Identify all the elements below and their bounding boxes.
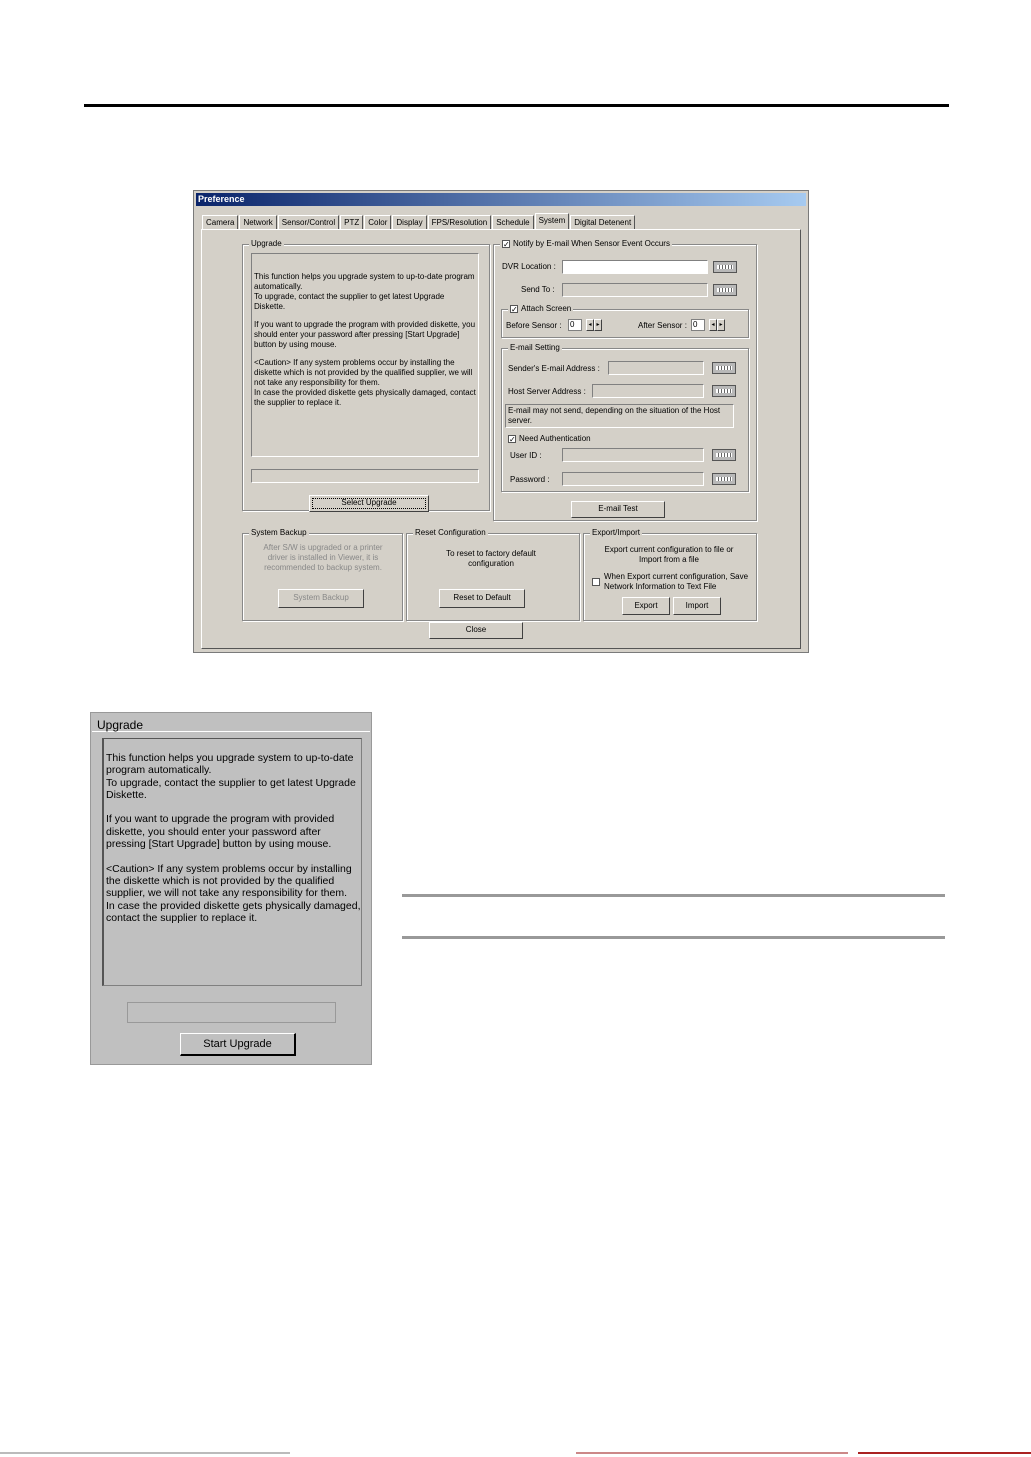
upgrade-text-5: In case the provided diskette gets physically damaged, contact the supplier to replace it. [254,388,476,407]
notify-label: Notify by E-mail When Sensor Event Occurs [513,239,670,248]
upgrade-panel-label: Upgrade [97,718,144,732]
tab-fps-resolution[interactable]: FPS/Resolution [428,215,492,229]
email-setting-group [501,343,749,492]
sender-address-input[interactable] [608,361,704,375]
host-server-label: Host Server Address : [508,387,586,396]
email-notify-group [493,239,757,521]
attach-header [508,304,573,314]
close-button[interactable]: Close [429,622,523,639]
upgrade-description [251,253,479,457]
upgrade-panel-description [102,738,362,986]
upgrade-text-2: To upgrade, contact the supplier to get latest Upgrade Diskette. [254,292,445,311]
password-keyboard-icon[interactable] [712,473,736,485]
tab-sensor-control[interactable]: Sensor/Control [278,215,339,229]
tab-digital-detenent[interactable]: Digital Detenent [570,215,635,229]
send-to-input[interactable] [562,283,708,297]
user-id-keyboard-icon[interactable] [712,449,736,461]
upgrade-text-4: <Caution> If any system problems occur by installing the diskette which is not provided by the qualified supplier, we will not take any responsibility for them. [254,358,473,387]
notify-header [500,239,672,249]
before-sensor-label: Before Sensor : [506,321,562,330]
send-to-label: Send To : [521,285,555,294]
reset-to-default-button[interactable]: Reset to Default [439,589,525,608]
window-title: Preference [196,193,806,206]
reset-text: To reset to factory default configuration [446,549,536,568]
tab-network[interactable]: Network [239,215,276,229]
password-label: Password : [510,475,550,484]
dvr-location-input[interactable] [562,260,708,274]
host-server-input[interactable] [592,384,704,398]
select-upgrade-button[interactable]: Select Upgrade [309,495,429,512]
sender-keyboard-icon[interactable] [712,362,736,374]
before-sensor-value[interactable]: 0 [568,319,582,331]
upgrade-progress-bar [251,469,479,483]
upgrade-group-label: Upgrade [251,239,282,248]
password-input[interactable] [562,472,704,486]
save-network-label: When Export current configuration, Save Network Information to Text File [604,572,749,591]
table-rule-bottom [402,936,945,939]
tab-system[interactable]: System [535,213,570,229]
footer-rule-right [858,1452,1031,1454]
table-rule-top [402,894,945,897]
upgrade-panel-zoom [90,712,372,1065]
export-text: Export current configuration to file or Import from a file [604,545,734,564]
user-id-label: User ID : [510,451,542,460]
upgrade-text-3: If you want to upgrade the program with provided diskette, you should enter your password after pressing [Start Upgrade] button by using mouse. [254,320,476,349]
tab-schedule[interactable]: Schedule [492,215,533,229]
upgrade-group [242,239,490,511]
preference-dialog [193,190,809,653]
after-sensor-label: After Sensor : [638,321,687,330]
email-note: E-mail may not send, depending on the situation of the Host server. [505,404,734,428]
upgrade-paragraph-2: If you want to upgrade the program with provided diskette, you should enter your password after pressing [Start Upgrade] button by using mouse. [106,813,335,851]
dvr-location-label: DVR Location : [502,262,556,271]
page-header-rule [84,104,949,107]
upgrade-panel-progress-bar [127,1002,336,1023]
email-setting-label: E-mail Setting [510,343,560,352]
tab-bar [202,215,636,230]
reset-configuration-label: Reset Configuration [415,528,486,537]
tab-display[interactable]: Display [392,215,426,229]
after-sensor-value[interactable]: 0 [691,319,705,331]
sender-address-label: Sender's E-mail Address : [508,364,600,373]
save-network-checkbox[interactable] [592,578,600,586]
footer-rule-left [0,1452,290,1454]
system-tab-page [201,229,801,649]
upgrade-paragraph-1: This function helps you upgrade system to up-to-date program automatically. To upgrade, contact the supplier to get latest Upgrade Diskette. [106,752,356,801]
left-arrow-icon[interactable]: ◂ [586,319,594,331]
notify-checkbox[interactable]: ✓ [503,240,510,249]
before-sensor-stepper[interactable] [586,319,602,331]
tab-color[interactable]: Color [364,215,391,229]
auth-row [508,434,591,444]
export-import-group [583,528,757,621]
footer-rule-middle [576,1452,848,1454]
dvr-location-keyboard-icon[interactable] [713,261,737,273]
system-backup-group [242,528,403,621]
import-button[interactable]: Import [673,597,721,615]
after-sensor-stepper[interactable] [709,319,725,331]
start-upgrade-button[interactable]: Start Upgrade [180,1033,296,1056]
send-to-keyboard-icon[interactable] [713,284,737,296]
tab-camera[interactable]: Camera [202,215,238,229]
upgrade-text-1: This function helps you upgrade system to up-to-date program automatically. [254,272,475,291]
auth-checkbox[interactable]: ✓ [509,435,516,444]
system-backup-label: System Backup [251,528,307,537]
upgrade-paragraph-3: <Caution> If any system problems occur by installing the diskette which is not provided by the qualified supplier, we will not take any responsibility for them. In case the provided diskette gets physically damaged, contact the supplier to replace it. [106,862,361,924]
attach-checkbox[interactable]: ✓ [511,305,518,314]
export-import-label: Export/Import [592,528,641,537]
right-arrow-icon[interactable]: ▸ [594,319,602,331]
auth-label: Need Authentication [519,434,591,443]
system-backup-text: After S/W is upgraded or a printer driver is installed in Viewer, it is recommended to backup system. [263,543,383,572]
tab-ptz[interactable]: PTZ [340,215,363,229]
left-arrow-icon[interactable]: ◂ [709,319,717,331]
reset-configuration-group [406,528,580,621]
attach-screen-group [501,304,749,338]
attach-label: Attach Screen [521,304,572,313]
right-arrow-icon[interactable]: ▸ [717,319,725,331]
email-test-button[interactable]: E-mail Test [571,501,665,518]
system-backup-button: System Backup [278,589,364,608]
export-button[interactable]: Export [622,597,670,615]
host-server-keyboard-icon[interactable] [712,385,736,397]
user-id-input[interactable] [562,448,704,462]
